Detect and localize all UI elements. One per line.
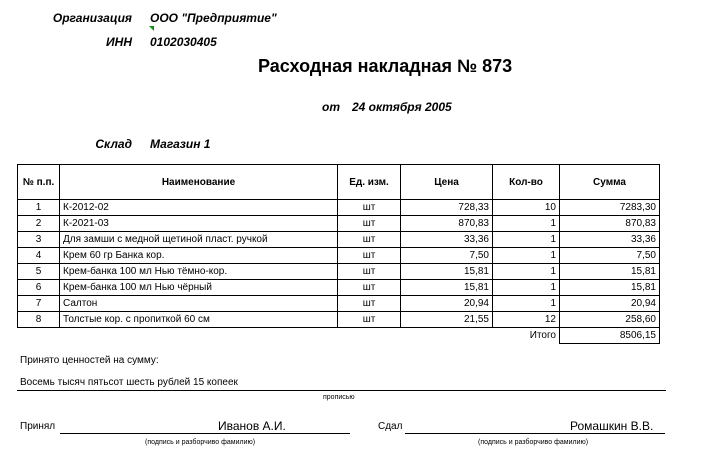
document-date: 24 октября 2005 xyxy=(352,100,452,114)
row-name: Салтон xyxy=(60,296,338,312)
row-sum: 33,36 xyxy=(560,232,660,248)
row-number: 2 xyxy=(18,216,60,232)
row-name: Для замши с медной щетиной пласт. ручкой xyxy=(60,232,338,248)
in-words-caption: прописью xyxy=(323,394,355,401)
handed-name: Ромашкин В.В. xyxy=(570,419,654,433)
accepted-label: Принято ценностей на сумму: xyxy=(20,355,159,366)
row-number: 8 xyxy=(18,312,60,328)
row-price: 7,50 xyxy=(401,248,493,264)
row-sum: 258,60 xyxy=(560,312,660,328)
row-unit: шт xyxy=(338,312,401,328)
row-number: 5 xyxy=(18,264,60,280)
row-sum: 20,94 xyxy=(560,296,660,312)
row-unit: шт xyxy=(338,232,401,248)
organization-value: ООО "Предприятие" xyxy=(150,11,277,25)
row-quantity: 12 xyxy=(493,312,560,328)
date-prefix: от xyxy=(322,100,340,114)
row-unit: шт xyxy=(338,280,401,296)
row-unit: шт xyxy=(338,248,401,264)
row-price: 870,83 xyxy=(401,216,493,232)
row-number: 4 xyxy=(18,248,60,264)
row-quantity: 1 xyxy=(493,232,560,248)
row-unit: шт xyxy=(338,200,401,216)
row-number: 6 xyxy=(18,280,60,296)
table-row xyxy=(18,312,660,328)
row-price: 21,55 xyxy=(401,312,493,328)
row-quantity: 1 xyxy=(493,296,560,312)
received-name: Иванов А.И. xyxy=(218,419,286,433)
handed-signature-line xyxy=(405,433,665,434)
row-price: 15,81 xyxy=(401,280,493,296)
column-header-quantity: Кол-во xyxy=(493,165,560,200)
row-sum: 7283,30 xyxy=(560,200,660,216)
document-title: Расходная накладная № 873 xyxy=(258,56,513,76)
row-unit: шт xyxy=(338,216,401,232)
row-name: Крем-банка 100 мл Нью чёрный xyxy=(60,280,338,296)
column-header-unit: Ед. изм. xyxy=(338,165,401,200)
row-quantity: 1 xyxy=(493,280,560,296)
table-row xyxy=(18,216,660,232)
row-name: К-2012-02 xyxy=(60,200,338,216)
column-header-price: Цена xyxy=(401,165,493,200)
table-header-row xyxy=(18,165,660,200)
total-value: 8506,15 xyxy=(560,328,660,344)
table-row xyxy=(18,200,660,216)
row-name: Толстые кор. с пропиткой 60 см xyxy=(60,312,338,328)
row-price: 15,81 xyxy=(401,264,493,280)
row-price: 20,94 xyxy=(401,296,493,312)
total-row xyxy=(18,328,660,344)
table-row xyxy=(18,264,660,280)
handed-label: Сдал xyxy=(378,421,403,432)
row-quantity: 10 xyxy=(493,200,560,216)
row-sum: 870,83 xyxy=(560,216,660,232)
table-row xyxy=(18,248,660,264)
organization-label: Организация xyxy=(52,11,132,25)
items-table xyxy=(17,164,660,344)
amount-in-words: Восемь тысяч пятьсот шесть рублей 15 копеек xyxy=(20,377,238,388)
table-row xyxy=(18,280,660,296)
inn-value: 0102030405 xyxy=(150,35,217,49)
received-signature-caption: (подпись и разборчиво фамилию) xyxy=(145,439,256,446)
row-sum: 15,81 xyxy=(560,280,660,296)
received-signature-line xyxy=(60,433,350,434)
inn-label: ИНН xyxy=(106,35,132,49)
warehouse-label: Склад xyxy=(95,137,132,151)
row-number: 1 xyxy=(18,200,60,216)
table-row xyxy=(18,296,660,312)
total-label: Итого xyxy=(529,330,556,342)
received-label: Принял xyxy=(20,421,56,432)
warehouse-value: Магазин 1 xyxy=(150,137,211,151)
row-sum: 7,50 xyxy=(560,248,660,264)
row-name: К-2021-03 xyxy=(60,216,338,232)
row-unit: шт xyxy=(338,296,401,312)
row-quantity: 1 xyxy=(493,264,560,280)
row-quantity: 1 xyxy=(493,216,560,232)
row-quantity: 1 xyxy=(493,248,560,264)
column-header-sum: Сумма xyxy=(560,165,660,200)
comment-marker xyxy=(149,26,154,31)
row-number: 3 xyxy=(18,232,60,248)
table-row xyxy=(18,232,660,248)
row-sum: 15,81 xyxy=(560,264,660,280)
row-price: 33,36 xyxy=(401,232,493,248)
row-name: Крем-банка 100 мл Нью тёмно-кор. xyxy=(60,264,338,280)
row-unit: шт xyxy=(338,264,401,280)
column-header-number: № п.п. xyxy=(18,165,60,200)
row-price: 728,33 xyxy=(401,200,493,216)
row-name: Крем 60 гр Банка кор. xyxy=(60,248,338,264)
column-header-name: Наименование xyxy=(60,165,338,200)
amount-underline xyxy=(17,390,666,391)
handed-signature-caption: (подпись и разборчиво фамилию) xyxy=(478,439,589,446)
row-number: 7 xyxy=(18,296,60,312)
